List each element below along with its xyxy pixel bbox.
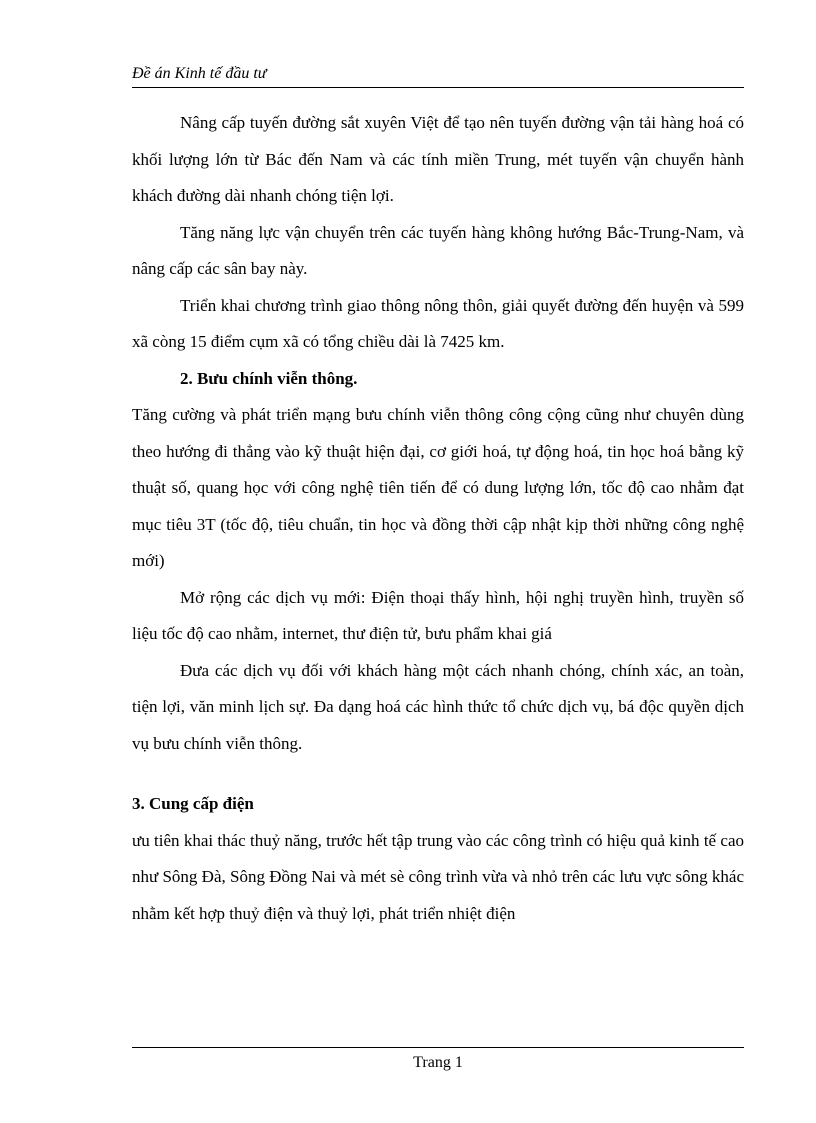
page-header: Đề án Kinh tế đầu tư <box>132 65 267 82</box>
footer-rule <box>132 1047 744 1048</box>
header-rule <box>132 87 744 88</box>
paragraph-postal-development: Tăng cường và phát triển mạng bưu chính viễn thông công cộng cũng như chuyên dùng theo hướng đi thẳng vào kỹ thuật hiện đại, cơ giới hoá, tự động hoá, tin học hoá bằng kỹ thuật số, quang học với công nghệ tiên tiến để có dung lượng lớn, tốc độ cao nhằm đạt mục tiêu 3T (tốc độ, tiêu chuẩn, tin học và đồng thời cập nhật kịp thời những công nghệ mới) <box>132 405 744 570</box>
page-number: Trang 1 <box>413 1054 463 1071</box>
paragraph-customer-services: Đưa các dịch vụ đối với khách hàng một cách nhanh chóng, chính xác, an toàn, tiện lợi, văn minh lịch sự. Đa dạng hoá các hình thức tổ chức dịch vụ, bá độc quyền dịch vụ bưu chính viễn thông. <box>132 660 744 753</box>
section-heading-postal: 2. Bưu chính viễn thông. <box>180 368 358 388</box>
paragraph-hydropower: ưu tiên khai thác thuỷ năng, trước hết tập trung vào các công trình có hiệu quả kinh tế cao như Sông Đà, Sông Đồng Nai và mét sè công trình vừa và nhỏ trên các lưu vực sông khác nhằm kết hợp thuỷ điện và thuỷ lợi, phát triển nhiệt điện <box>132 830 744 923</box>
paragraph-aviation: Tăng năng lực vận chuyển trên các tuyến hàng không hướng Bắc-Trung-Nam, và nâng cấp các sân bay này. <box>132 222 744 278</box>
paragraph-railway: Nâng cấp tuyến đường sắt xuyên Việt để tạo nên tuyến đường vận tải hàng hoá có khối lượng lớn từ Bác đến Nam và các tính miền Trung, mét tuyến vận chuyển hành khách đường dài nhanh chóng tiện lợi. <box>132 113 744 205</box>
document-body <box>132 105 744 932</box>
paragraph-rural-transport: Triển khai chương trình giao thông nông thôn, giải quyết đường đến huyện và 599 xã còng 15 điểm cụm xã có tổng chiều dài là 7425 km. <box>132 295 744 351</box>
paragraph-new-services: Mở rộng các dịch vụ mới: Điện thoại thấy hình, hội nghị truyền hình, truyền số liệu tốc độ cao nhằm, internet, thư điện tử, bưu phẩm khai giá <box>132 587 744 643</box>
section-heading-power: 3. Cung cấp điện <box>132 794 254 813</box>
